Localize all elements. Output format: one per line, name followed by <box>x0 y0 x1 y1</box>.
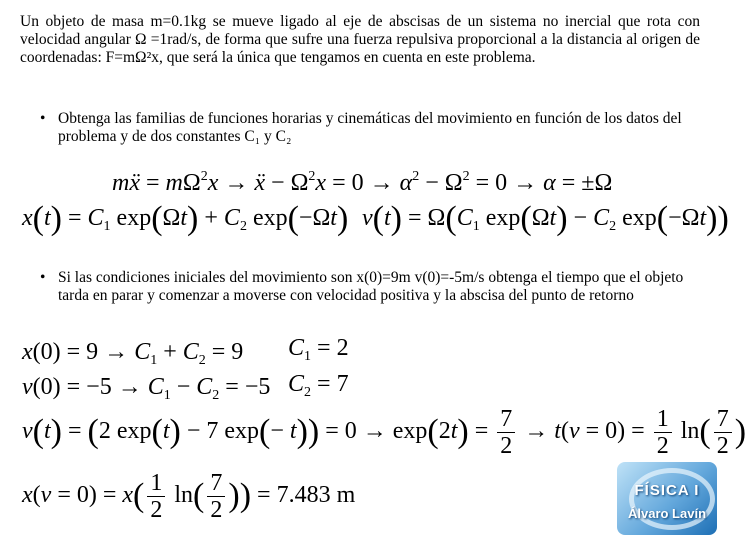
turning-point-unit: m <box>336 482 356 509</box>
c1-result: $C_1 = 2$ <box>288 335 349 364</box>
equation-of-motion: mẍ = $m\Omega^2x$ → ẍ − $\Omega^2x = 0 \to \alpha^2 - \Omega^2 = 0 \to \alpha = \pm\Omega$ <box>112 169 613 196</box>
logo-title: FÍSICA I <box>634 482 700 499</box>
course-logo <box>617 462 717 535</box>
question-2-text: Si las condiciones iniciales del movimiento son x(0)=9m v(0)=-5m/s obtenga el tiempo que el objeto tarda en parar y comenzar a moverse con velocidad positiva y la abscisa del punto de retorno <box>58 269 684 304</box>
c2-result: $C_2 = 7$ <box>288 371 349 400</box>
logo-author: Álvaro Lavín <box>627 506 707 521</box>
initial-velocity-equation: $v(0) = -5 \to C_1 - C_2 = -5$ <box>22 374 271 403</box>
bullet-marker: • <box>40 110 46 127</box>
c1-value: 2 <box>336 335 349 361</box>
problem-statement: Un objeto de masa m=0.1kg se mueve ligado al eje de abscisas de un sistema no inercial que rota con velocidad angular Ω =1rad/s, de forma que sufre una fuerza repulsiva proporcional a la distancia al origen de coordenadas: F=mΩ²x, que será la única que tengamos en cuenta en este problema. <box>20 13 700 66</box>
bullet-marker: • <box>40 269 46 286</box>
initial-position-equation: $x(0) = 9 \to C_1 + C_2 = 9$ <box>22 339 244 368</box>
turning-point-value: 7.483 <box>276 482 331 509</box>
c2-value: 7 <box>336 371 349 397</box>
turning-point-equation: x(v = 0) = x( $\frac{1}{2}$ ln( $\frac{7}{2}$ )) = 7.483 m <box>22 470 356 523</box>
question-2 <box>30 269 698 305</box>
question-1 <box>30 110 698 146</box>
velocity-general-solution: $v(t) = \Omega(C_1$ $\exp(\Omega t) - C_2$ exp(−Ωt)) <box>362 200 729 237</box>
question-1-text: Obtenga las familias de funciones horarias y cinemáticas del movimiento en función de los datos del problema y de dos constantes C₁ y C₂ <box>58 110 682 145</box>
stopping-time-equation: v(t) = (2 exp(t) − 7 exp(− t)) = 0 → exp(2t) = $\frac{7}{2}$ → t(v = 0) = $\frac{1}{2}$ ln( $\frac{7}{2}$ ) <box>22 406 746 459</box>
position-general-solution: $x(t) = C_1$ $\exp(\Omega t) + C_2$ exp(−Ωt) <box>22 200 349 237</box>
